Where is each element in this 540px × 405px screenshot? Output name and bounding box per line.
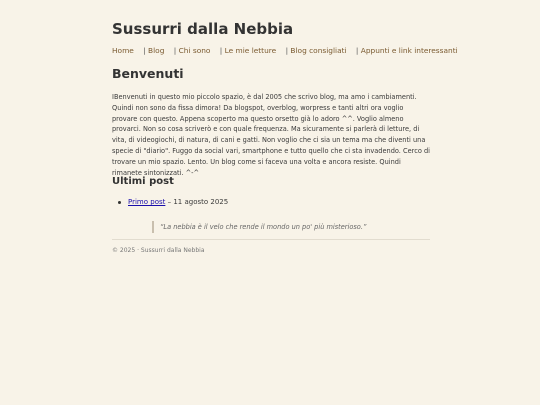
quote-block: “La nebbia è il velo che rende il mondo un po' più misterioso.” [152,221,460,233]
welcome-heading: Benvenuti [112,66,184,81]
post-link-primo-post[interactable]: Primo post [128,198,166,206]
latest-posts-heading: Ultimi post [112,176,174,187]
post-separator: – [165,198,174,206]
nav-separator: | [355,46,359,55]
nav-link-home[interactable]: Home [112,46,134,55]
list-item [112,198,228,206]
welcome-text: IBenvenuti in questo mio piccolo spazio, è dal 2005 che scrivo blog, ma amo i cambiamenti. Quindi non sono da fissa dimora! Da blogspot, overblog, worpress e tanti altri ora voglio provare con questo. Appena scoperto ma questo orsetto già lo adoro ^^. Voglio almeno provarci. Non so cosa scriverò e con quale frequenza. Ma sicuramente si parlerà di letture, di vita, di videogiochi, di natura, di cani e gatti. Non voglio che ci sia un tema ma che diventi una specie di "diario". Fuggo da social vari, smartphone e tutto quello che ci sta invadendo. Cerco di trovare un mio spazio. Lento. Un blog come si faceva una volta e ancora resiste. Quindi rimanete sintonizzati. ^-^ [112,93,430,177]
nav-link-blog[interactable]: Blog [148,46,165,55]
nav-link-letture[interactable]: Le mie letture [224,46,277,55]
post-date: 11 agosto 2025 [173,198,229,206]
nav-link-blog-consigliati[interactable]: Blog consigliati [290,46,347,55]
nav-separator: | [143,46,146,55]
footer: © 2025 · Sussurri dalla Nebbia [112,247,205,254]
nav-link-chi-sono[interactable]: Chi sono [178,46,211,55]
nav-separator: | [173,46,177,55]
footer-divider [112,239,430,240]
nav-separator: | [219,46,223,55]
nav-link-appunti[interactable]: Appunti e link interessanti [360,46,458,55]
nav-separator: | [285,46,289,55]
bullet-icon [118,201,121,204]
site-title[interactable]: Sussurri dalla Nebbia [112,20,294,38]
main-nav [112,46,458,55]
post-list [112,198,228,206]
